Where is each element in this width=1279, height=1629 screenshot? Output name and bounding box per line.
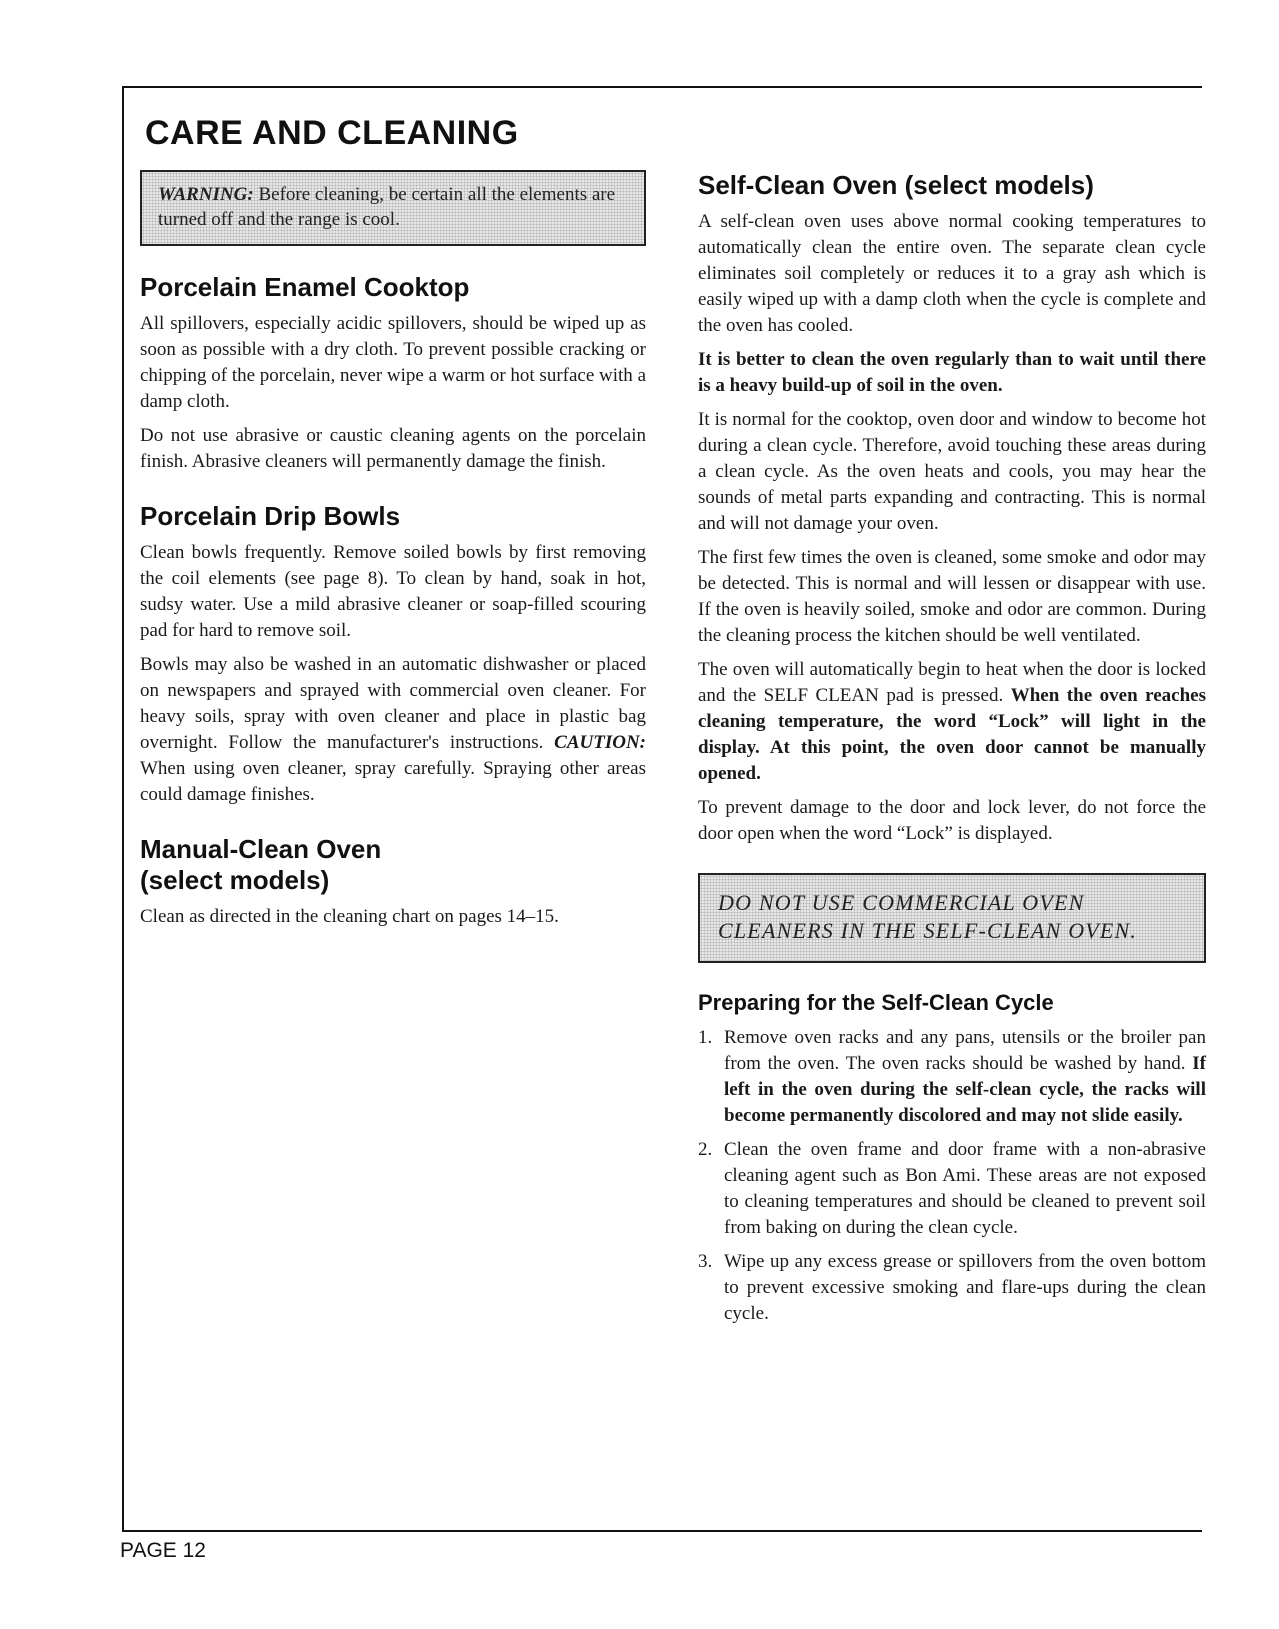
- step-text: Wipe up any excess grease or spillovers from the oven bottom to prevent excessive smoking and flare-ups during the clean cycle.: [724, 1251, 1206, 1324]
- step-number: 2.: [698, 1139, 713, 1160]
- commercial-cleaner-warning-box: DO NOT USE COMMERCIAL OVEN CLEANERS IN THE SELF-CLEAN OVEN.: [698, 873, 1206, 963]
- list-item: [698, 1137, 1206, 1241]
- self-clean-paragraph-6: To prevent damage to the door and lock lever, do not force the door open when the word “Lock” is displayed.: [698, 797, 1206, 844]
- manual-clean-heading-line-1: Manual-Clean Oven: [140, 834, 382, 864]
- manual-clean-paragraph: Clean as directed in the cleaning chart on pages 14–15.: [140, 906, 559, 927]
- drip-bowls-heading: Porcelain Drip Bowls: [140, 501, 401, 531]
- left-column: [140, 170, 646, 938]
- right-column: [698, 170, 1206, 1335]
- step-number: 1.: [698, 1027, 713, 1048]
- section-drip-bowls: [140, 501, 646, 808]
- warning-box: [140, 170, 646, 246]
- warning-text: Before cleaning, be certain all the elements are turned off and the range is cool.: [158, 184, 616, 230]
- step-bold-text: If left in the oven during the self-clean cycle, the racks will become permanently discolored and may not slide easily.: [724, 1053, 1206, 1126]
- drip-bowls-text-a: Bowls may also be washed in an automatic dishwasher or placed on newspapers and sprayed with commercial oven cleaner. For heavy soils, spray with oven cleaner and place in plastic bag overnight. Follow the manufacturer's instructions.: [140, 654, 646, 753]
- preparing-steps: [698, 1025, 1206, 1327]
- step-text: Clean the oven frame and door frame with a non-abrasive cleaning agent such as Bon Ami. These areas are not exposed to cleaning temperatures and should be cleaned to prevent soil from baking on during the clean cycle.: [724, 1139, 1206, 1238]
- drip-bowls-text-b: When using oven cleaner, spray carefully. Spraying other areas could damage finishes.: [140, 758, 646, 805]
- cooktop-heading: Porcelain Enamel Cooktop: [140, 272, 470, 302]
- section-self-clean: [698, 170, 1206, 847]
- list-item: [698, 1249, 1206, 1327]
- step-text: Remove oven racks and any pans, utensils or the broiler pan from the oven. The oven racks should be washed by hand.: [724, 1027, 1206, 1074]
- cooktop-paragraph-1: All spillovers, especially acidic spillovers, should be wiped up as soon as possible with a dry cloth. To prevent possible cracking or chipping of the porcelain, never wipe a warm or hot surface with a damp cloth.: [140, 313, 646, 412]
- self-clean-paragraph-1: A self-clean oven uses above normal cooking temperatures to automatically clean the entire oven. The separate clean cycle eliminates soil completely or reduces it to a gray ash which is easily wiped up with a damp cloth when the cycle is complete and the oven has cooled.: [698, 211, 1206, 336]
- self-clean-paragraph-3: It is normal for the cooktop, oven door and window to become hot during a clean cycle. Therefore, avoid touching these areas during a clean cycle. As the oven heats and cools, you may hear the sounds of metal parts expanding and contracting. This is normal and will not damage your oven.: [698, 409, 1206, 534]
- page-number: PAGE 12: [120, 1539, 206, 1562]
- self-clean-lock-note: When the oven reaches cleaning temperature, the word “Lock” will light in the display. At this point, the oven door cannot be manually opened.: [698, 685, 1207, 784]
- left-rule: [122, 86, 124, 1531]
- bottom-rule: [122, 1530, 1202, 1532]
- warning-label: WARNING:: [158, 184, 254, 205]
- section-cooktop: [140, 272, 646, 475]
- top-rule: [122, 86, 1202, 88]
- section-preparing: [698, 989, 1206, 1327]
- self-clean-heading: Self-Clean Oven (select models): [698, 170, 1094, 200]
- self-clean-paragraph-5: [698, 657, 1206, 787]
- page-title: CARE AND CLEANING: [145, 114, 519, 152]
- step-number: 3.: [698, 1251, 713, 1272]
- list-item: [698, 1025, 1206, 1129]
- cooktop-paragraph-2: Do not use abrasive or caustic cleaning agents on the porcelain finish. Abrasive cleaners will permanently damage the finish.: [140, 425, 646, 472]
- manual-clean-heading-line-2: (select models): [140, 865, 330, 895]
- section-manual-clean: [140, 834, 646, 930]
- self-clean-text-a: The oven will automatically begin to heat when the door is locked and the SELF CLEAN pad is pressed.: [698, 659, 1206, 706]
- self-clean-paragraph-4: The first few times the oven is cleaned, some smoke and odor may be detected. This is normal and will lessen or disappear with use. If the oven is heavily soiled, smoke and odor are common. During the cleaning process the kitchen should be well ventilated.: [698, 547, 1206, 646]
- drip-bowls-paragraph-2: [140, 652, 646, 808]
- caution-label: CAUTION:: [554, 732, 646, 753]
- preparing-heading: Preparing for the Self-Clean Cycle: [698, 990, 1054, 1015]
- drip-bowls-paragraph-1: Clean bowls frequently. Remove soiled bowls by first removing the coil elements (see page 8). To clean by hand, soak in hot, sudsy water. Use a mild abrasive cleaner or soap-filled scouring pad for hard to remove soil.: [140, 542, 646, 641]
- self-clean-paragraph-2: It is better to clean the oven regularly than to wait until there is a heavy build-up of soil in the oven.: [698, 349, 1206, 396]
